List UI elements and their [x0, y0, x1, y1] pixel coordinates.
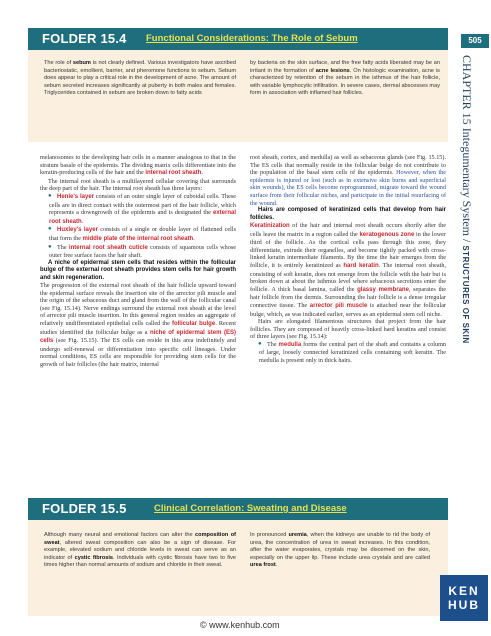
text-run: , separates the hair follicle from the dermis. Surrounding the hair follicle is a dense irregular connective tissue. The [250, 285, 446, 309]
text-run: A niche of epidermal stem cells that resides within the follicular bulge of the external root sheath provides stem cells for hair growth and skin regeneration. [40, 259, 236, 281]
chapter-side-title [459, 55, 474, 344]
bullet-item [40, 193, 236, 226]
bullet-item [40, 244, 236, 260]
text-run: consists of squamous cells whose outer free surface faces the hair shaft. [49, 243, 236, 260]
key-term: keratogenous zone [359, 231, 415, 238]
text-run: . Recent studies identified the follicular bulge as a [40, 319, 236, 336]
paragraph [250, 154, 446, 207]
text-run: . [193, 234, 195, 242]
folder-15-4-right-text [250, 60, 440, 98]
text-run: The role of [44, 60, 73, 66]
bold-term: urea frost [250, 562, 276, 569]
key-term: arrector pili muscle [309, 302, 368, 309]
folder-15-4-header [28, 28, 448, 50]
paragraph [40, 154, 236, 178]
paragraph [40, 282, 236, 369]
key-term: Keratinization [250, 222, 290, 229]
main-column-left [40, 154, 236, 368]
text-run: is attached near the follicular bulge, which, as was indicated earlier, serves as an epidermal stem cell niche. [250, 301, 446, 318]
text-run: The internal root sheath is a multilayered cellular covering that surrounds the deep part of the hair. The internal root sheath has three layers: [40, 177, 236, 193]
paragraph [40, 178, 236, 193]
logo-line-1: KEN [448, 584, 480, 598]
key-term: hard keratin [343, 262, 379, 269]
text-run: Although many neural and emotional factors can alter the [44, 532, 196, 538]
text-run: Hairs are elongated filamentous structures that project from the hair follicles. They are composed of heavily cross-linked hard keratins and consist of three layers (see Fig. 15.14): [250, 318, 446, 341]
text-run: melanosomes to the developing hair cells in a manner analogous to that in the stratum basale of the epidermis. The dividing matrix cells differentiate into the keratin-producing cells of the hair and the [40, 154, 236, 177]
key-term: Henle's layer [57, 193, 94, 200]
chapter-label: CHAPTER 15 [460, 55, 474, 125]
text-run: The [267, 340, 279, 348]
section-heading [250, 207, 446, 222]
main-column-right [250, 154, 446, 365]
key-term: middle plate of the internal root sheath [82, 235, 194, 242]
text-run: The progression of the external root sheath of the hair follicle upward toward the epidermal surface reveals the insertion site of the arrector pili muscle and the origin of the sebaceous duct and gland from the wall of the follicular canal (see Fig. 15.14). Nerve endings surround the external root sheath at the level of arrector pili muscle insertion. In this general region resides an aggregate of relatively undifferentiated epithelial cells called the [40, 281, 236, 327]
key-term: internal root sheath [145, 170, 202, 177]
text-run: (see Fig. 15.15). The ES cells can reside in this area indefinitely and undergo self-renewal or differentiation into specific cell lineages. Under normal conditions, ES cells are responsible for providing stem cells for the growth of hair follicles (the hair matrix, internal [40, 337, 236, 368]
text-run: In pronounced [250, 532, 289, 538]
logo-line-2: HUB [448, 598, 480, 612]
emphasized-text: However, when the epidermis is injured or lost (such as in extensive skin burns and superficial skin wounds), the ES cells become reprogrammed, migrate toward the wound surface from their follicular niches, and participate in the initial resurfacing of the wound. [250, 169, 447, 207]
section-heading [40, 260, 236, 282]
chapter-sep: / [460, 236, 474, 246]
text-run: in the lower third of the follicle. As the cortical cells pass through this zone, they differentiate, extrude their organelles, and become tightly packed with cross-linked keratin intermediate filaments. By the time the hair emerges from the follicle, it is entirely keratinized as [250, 230, 446, 269]
text-run: consists of an outer single layer of cuboidal cells. These cells are in direct contact with the outermost part of the hair follicle, which represents a downgrowth of the epidermis and is designated the [49, 192, 236, 217]
chapter-subtitle: STRUCTURES OF SKIN [461, 245, 470, 344]
text-run: forms the central part of the shaft and contains a column of large, loosely connected keratinized cells containing soft keratin. The medulla is present only in thick hairs. [259, 340, 447, 365]
bold-term: uremia [288, 532, 307, 538]
text-run: , altered sweat composition can also be a sign of disease. For example, elevated sodium and chloride levels in sweat can serve as an indicator of [44, 539, 236, 561]
bold-term: sebum [72, 60, 91, 66]
text-run: . On histologic examination, acne is characterized by retention of the sebum in the isthmus of the hair follicle, with variable lymphocytic infiltration. In severe cases, dermal abscesses may form in association with inflamed hair follicles. [250, 67, 440, 97]
folder-15-4-left-text [44, 60, 236, 98]
key-term: glassy membrane [357, 286, 409, 293]
text-run: . [275, 562, 278, 569]
text-run: The [57, 243, 69, 251]
footer-copyright[interactable]: © www.kenhub.com [200, 620, 280, 630]
key-term: medulla [278, 341, 302, 348]
text-run: of the hair and internal root sheath occurs shortly after the cells leave the matrix in a region called the [250, 221, 446, 238]
folder-15-5-right-text [250, 532, 430, 570]
folder-15-5-left-text [44, 532, 236, 570]
folder-15-5-header [28, 498, 448, 520]
folder-15-4-title: Functional Considerations: The Role of Sebum [146, 33, 358, 44]
text-run: . The internal root sheath, consisting of soft keratin, does not emerge from the follicle with the hair but is broken down at about the isthmus level where sebaceous secretions enter the follicle. A thick basal lamina, called the [250, 261, 446, 293]
chapter-title: Integumentary System [460, 127, 474, 236]
bullet-item [40, 226, 236, 243]
folder-15-5-title: Clinical Correlation: Sweating and Disease [154, 503, 347, 514]
folder-15-4-number: FOLDER 15.4 [42, 31, 127, 46]
paragraph [250, 318, 446, 341]
text-run: consists of a single or double layer of flattened cells that form the [49, 226, 236, 242]
text-run: . [81, 217, 84, 225]
kenhub-logo[interactable] [440, 575, 488, 621]
text-run: , when the kidneys are unable to rid the body of urea, the concentration of urea in sweat increases. In this condition, after the water evaporates, crystals may be discerned on the skin, especially on the upper lip. These include urea crystals and are called [250, 532, 430, 561]
folder-15-5-box [28, 520, 448, 616]
bullet-item [250, 341, 446, 365]
text-run: is not clearly defined. Various investigators have ascribed bacteriostatic, emollient, barrier, and pheromone functions to sebum. Sebum does appear to play a critical role in the development of acne. The amount of sebum secreted increases significantly at puberty in both males and females. Triglycerides contained in sebum are broken down to fatty acids [44, 60, 236, 97]
text-run: . Individuals with cystic fibrosis have two to five times higher than normal amounts of sodium and chloride in their sweat. [44, 554, 236, 569]
folder-15-5-number: FOLDER 15.5 [42, 501, 127, 516]
bold-term: cystic fibrosis [74, 554, 114, 561]
paragraph [250, 222, 446, 318]
key-term: internal root sheath cuticle [68, 244, 148, 251]
key-term: Huxley's layer [57, 227, 98, 234]
bold-term: acne lesions [315, 67, 350, 74]
key-term: external root sheath [49, 210, 236, 225]
text-run: root sheath, cortex, and medulla) as well as sebaceous glands (see Fig. 15.15). The ES cells that normally reside in the follicular bulge do not contribute to the population of the basal stem cells of the epidermis. [250, 154, 446, 177]
text-run: by bacteria on the skin surface, and the free fatty acids liberated may be an irritant in the formation of [250, 60, 440, 74]
key-term: niche of epidermal stem (ES) cells [40, 329, 236, 345]
text-run: Hairs are composed of keratinized cells that develop from hair follicles. [250, 207, 446, 221]
page-number: 505 [461, 34, 489, 48]
key-term: follicular bulge [171, 320, 216, 327]
folder-15-4-box [28, 50, 448, 142]
bold-term: composition of sweat [44, 532, 236, 546]
text-run: . [201, 169, 203, 177]
